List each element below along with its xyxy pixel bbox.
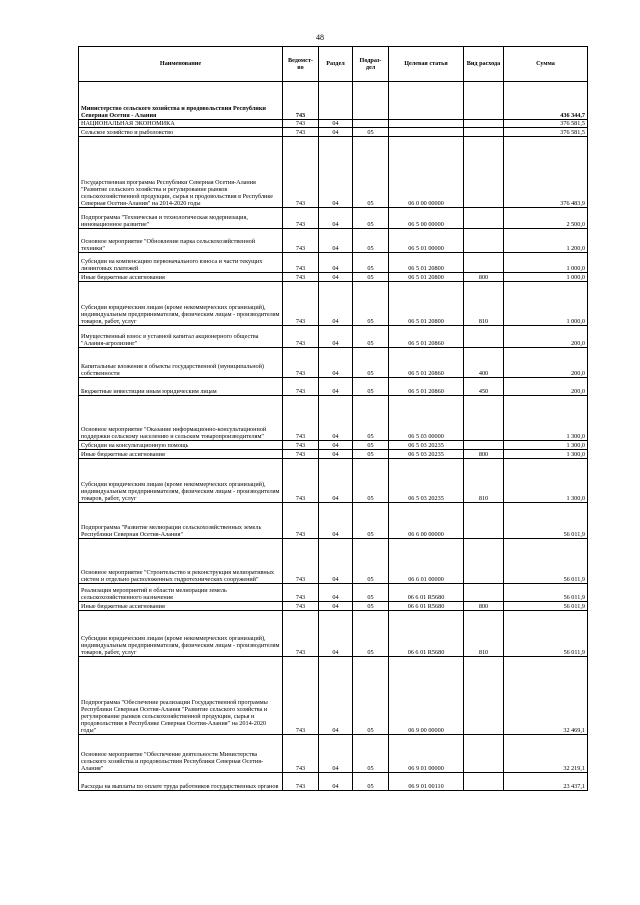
table-row <box>79 82 588 120</box>
cell-summa: 376 581,5 <box>504 120 588 128</box>
cell-celevaya: 06 5 01 20800 <box>389 282 464 326</box>
cell-vedom: 743 <box>283 584 319 602</box>
cell-vedom: 743 <box>283 503 319 539</box>
header-vedom: Ведомст-во <box>283 47 319 82</box>
header-name: Наименование <box>79 47 283 82</box>
header-razdel: Раздел <box>319 47 353 82</box>
cell-vid: 800 <box>464 450 504 459</box>
cell-razdel: 04 <box>319 539 353 584</box>
cell-vedom: 743 <box>283 229 319 253</box>
cell-podrazdel: 05 <box>353 657 389 735</box>
cell-vid <box>464 441 504 450</box>
cell-celevaya: 06 6 00 00000 <box>389 503 464 539</box>
cell-name: Реализация мероприятий в области мелиорации земель сельскохозяйственного назначения <box>79 584 283 602</box>
cell-summa: 1 300,0 <box>504 459 588 503</box>
header-podrazdel: Подраз-дел <box>353 47 389 82</box>
cell-name: Основное мероприятие "Обеспечение деятельности Министерства сельского хозяйства и продовольствия Республики Северная Осетия-Алания" <box>79 735 283 773</box>
cell-celevaya: 06 6 01 R5680 <box>389 602 464 611</box>
cell-razdel: 04 <box>319 584 353 602</box>
cell-podrazdel: 05 <box>353 584 389 602</box>
cell-vid <box>464 137 504 208</box>
cell-razdel: 04 <box>319 120 353 128</box>
cell-name: Министерство сельского хозяйства и продовольствия Республики Северная Осетия - Алания <box>79 82 283 120</box>
cell-celevaya: 06 9 01 00110 <box>389 773 464 791</box>
cell-vedom: 743 <box>283 273 319 282</box>
cell-summa: 376 483,9 <box>504 137 588 208</box>
cell-name: Сельское хозяйство и рыболовство <box>79 128 283 137</box>
cell-celevaya: 06 6 01 R5680 <box>389 584 464 602</box>
cell-podrazdel: 05 <box>353 441 389 450</box>
cell-celevaya: 06 5 03 20235 <box>389 441 464 450</box>
cell-name: Подпрограмма "Техническая и технологическая модернизация, инновационное развитие" <box>79 208 283 229</box>
table-row <box>79 396 588 441</box>
page-number: 48 <box>316 33 324 42</box>
cell-summa: 436 344,7 <box>504 82 588 120</box>
cell-name: Субсидии на компенсацию первоначального взноса и части текущих лизинговых платежей <box>79 253 283 273</box>
cell-celevaya: 06 5 01 20860 <box>389 378 464 396</box>
cell-podrazdel <box>353 120 389 128</box>
table-row <box>79 602 588 611</box>
cell-vedom: 743 <box>283 208 319 229</box>
cell-summa: 200,0 <box>504 326 588 348</box>
cell-vedom: 743 <box>283 611 319 657</box>
cell-razdel: 04 <box>319 735 353 773</box>
cell-razdel: 04 <box>319 503 353 539</box>
table-row <box>79 459 588 503</box>
table-row <box>79 282 588 326</box>
cell-celevaya: 06 9 00 00000 <box>389 657 464 735</box>
cell-summa: 1 300,0 <box>504 396 588 441</box>
table-row <box>79 229 588 253</box>
cell-celevaya: 06 5 03 20235 <box>389 459 464 503</box>
cell-razdel: 04 <box>319 137 353 208</box>
cell-vedom: 743 <box>283 459 319 503</box>
cell-razdel: 04 <box>319 441 353 450</box>
cell-podrazdel: 05 <box>353 208 389 229</box>
cell-celevaya: 06 9 01 00000 <box>389 735 464 773</box>
cell-vid <box>464 503 504 539</box>
cell-vid: 800 <box>464 602 504 611</box>
cell-podrazdel: 05 <box>353 326 389 348</box>
table-row <box>79 253 588 273</box>
cell-summa: 200,0 <box>504 348 588 378</box>
table-body <box>79 82 588 791</box>
cell-vedom: 743 <box>283 253 319 273</box>
cell-vid: 450 <box>464 378 504 396</box>
cell-summa: 32 469,1 <box>504 657 588 735</box>
table-row <box>79 128 588 137</box>
cell-name: Государственная программа Республики Северная Осетия-Алания "Развитие сельского хозяйства и регулирование рынков сельскохозяйственной продукции, сырья и продовольствия в Республике Северная Осетия-Алания" на 2014-2020 годы <box>79 137 283 208</box>
table-row <box>79 208 588 229</box>
cell-summa: 32 219,1 <box>504 735 588 773</box>
cell-podrazdel: 05 <box>353 137 389 208</box>
table-row <box>79 450 588 459</box>
cell-summa: 56 011,9 <box>504 602 588 611</box>
cell-podrazdel: 05 <box>353 459 389 503</box>
cell-vid <box>464 539 504 584</box>
cell-vid: 800 <box>464 273 504 282</box>
cell-vid: 400 <box>464 348 504 378</box>
cell-vedom: 743 <box>283 441 319 450</box>
cell-podrazdel: 05 <box>353 282 389 326</box>
cell-podrazdel: 05 <box>353 735 389 773</box>
table-row <box>79 539 588 584</box>
cell-summa: 2 500,0 <box>504 208 588 229</box>
cell-celevaya: 06 6 01 00000 <box>389 539 464 584</box>
cell-razdel: 04 <box>319 128 353 137</box>
table-row <box>79 120 588 128</box>
cell-vid: 810 <box>464 459 504 503</box>
cell-vedom: 743 <box>283 396 319 441</box>
cell-vedom: 743 <box>283 735 319 773</box>
cell-name: Субсидии юридическим лицам (кроме некоммерческих организаций), индивидуальным предпринимателям, физическим лицам - производителям товаров, работ, услуг <box>79 459 283 503</box>
cell-name: Иные бюджетные ассигнования <box>79 273 283 282</box>
cell-vedom: 743 <box>283 450 319 459</box>
cell-celevaya: 06 5 01 20860 <box>389 348 464 378</box>
cell-celevaya: 06 5 03 20235 <box>389 450 464 459</box>
cell-podrazdel: 05 <box>353 611 389 657</box>
cell-vid <box>464 120 504 128</box>
cell-vedom: 743 <box>283 282 319 326</box>
cell-summa: 1 000,0 <box>504 253 588 273</box>
cell-name: Имущественный взнос в уставной капитал акционерного общества "Алания-агролизинг" <box>79 326 283 348</box>
cell-razdel: 04 <box>319 208 353 229</box>
cell-vid <box>464 657 504 735</box>
cell-name: Основное мероприятие "Обновление парка сельскохозяйственной техники" <box>79 229 283 253</box>
cell-vedom: 743 <box>283 326 319 348</box>
cell-vid <box>464 396 504 441</box>
cell-celevaya: 06 0 00 00000 <box>389 137 464 208</box>
cell-razdel: 04 <box>319 378 353 396</box>
cell-razdel: 04 <box>319 657 353 735</box>
budget-table <box>78 46 588 791</box>
cell-celevaya: 06 5 00 00000 <box>389 208 464 229</box>
cell-vedom: 743 <box>283 82 319 120</box>
header-summa: Сумма <box>504 47 588 82</box>
cell-razdel: 04 <box>319 396 353 441</box>
cell-name: Бюджетные инвестиции иным юридическим лицам <box>79 378 283 396</box>
table-row <box>79 348 588 378</box>
cell-vedom: 743 <box>283 128 319 137</box>
cell-summa: 56 011,9 <box>504 584 588 602</box>
cell-razdel: 04 <box>319 273 353 282</box>
cell-summa: 1 200,0 <box>504 229 588 253</box>
cell-name: НАЦИОНАЛЬНАЯ ЭКОНОМИКА <box>79 120 283 128</box>
cell-summa: 1 300,0 <box>504 450 588 459</box>
cell-name: Капитальные вложения в объекты государственной (муниципальной) собственности <box>79 348 283 378</box>
cell-name: Субсидии юридическим лицам (кроме некоммерческих организаций), индивидуальным предпринимателям, физическим лицам - производителям товаров, работ, услуг <box>79 611 283 657</box>
table-row <box>79 503 588 539</box>
cell-summa: 1 000,0 <box>504 282 588 326</box>
cell-vid <box>464 773 504 791</box>
cell-vedom: 743 <box>283 378 319 396</box>
table-row <box>79 441 588 450</box>
cell-razdel: 04 <box>319 229 353 253</box>
cell-vedom: 743 <box>283 120 319 128</box>
cell-summa: 56 011,9 <box>504 611 588 657</box>
cell-celevaya <box>389 120 464 128</box>
cell-celevaya <box>389 128 464 137</box>
cell-vid <box>464 229 504 253</box>
cell-name: Подпрограмма "Развитие мелиорации сельскохозяйственных земель Республики Северная Осетия-Алания" <box>79 503 283 539</box>
table-row <box>79 773 588 791</box>
cell-vid <box>464 82 504 120</box>
cell-summa: 376 581,5 <box>504 128 588 137</box>
cell-summa: 23 437,1 <box>504 773 588 791</box>
table-header-row <box>79 47 588 82</box>
cell-razdel: 04 <box>319 348 353 378</box>
cell-podrazdel: 05 <box>353 773 389 791</box>
table-row <box>79 735 588 773</box>
table-row <box>79 137 588 208</box>
cell-vid <box>464 128 504 137</box>
cell-vid <box>464 208 504 229</box>
cell-summa: 1 300,0 <box>504 441 588 450</box>
cell-vid: 810 <box>464 282 504 326</box>
cell-vid <box>464 253 504 273</box>
cell-podrazdel: 05 <box>353 273 389 282</box>
cell-summa: 200,0 <box>504 378 588 396</box>
cell-celevaya <box>389 82 464 120</box>
cell-name: Иные бюджетные ассигнования <box>79 450 283 459</box>
cell-vedom: 743 <box>283 657 319 735</box>
cell-name: Субсидии на консультационную помощь <box>79 441 283 450</box>
cell-razdel: 04 <box>319 611 353 657</box>
cell-podrazdel: 05 <box>353 503 389 539</box>
table-row <box>79 378 588 396</box>
cell-celevaya: 06 5 01 20860 <box>389 326 464 348</box>
cell-name: Расходы на выплаты по оплате труда работников государственных органов <box>79 773 283 791</box>
cell-summa: 1 000,0 <box>504 273 588 282</box>
cell-podrazdel: 05 <box>353 450 389 459</box>
cell-vid <box>464 735 504 773</box>
cell-summa: 56 011,9 <box>504 539 588 584</box>
cell-podrazdel: 05 <box>353 229 389 253</box>
cell-podrazdel: 05 <box>353 128 389 137</box>
table-row <box>79 584 588 602</box>
cell-podrazdel <box>353 82 389 120</box>
cell-vid <box>464 326 504 348</box>
cell-vedom: 743 <box>283 539 319 584</box>
cell-vedom: 743 <box>283 602 319 611</box>
table-row <box>79 273 588 282</box>
cell-razdel: 04 <box>319 450 353 459</box>
cell-vedom: 743 <box>283 348 319 378</box>
cell-vid <box>464 584 504 602</box>
cell-vid: 810 <box>464 611 504 657</box>
cell-podrazdel: 05 <box>353 396 389 441</box>
cell-celevaya: 06 5 01 20800 <box>389 273 464 282</box>
cell-celevaya: 06 6 01 R5680 <box>389 611 464 657</box>
header-celevaya: Целевая статья <box>389 47 464 82</box>
table-row <box>79 611 588 657</box>
cell-celevaya: 06 5 03 00000 <box>389 396 464 441</box>
cell-podrazdel: 05 <box>353 602 389 611</box>
table-row <box>79 326 588 348</box>
cell-razdel: 04 <box>319 459 353 503</box>
cell-podrazdel: 05 <box>353 253 389 273</box>
cell-razdel: 04 <box>319 602 353 611</box>
cell-name: Подпрограмма "Обеспечение реализации Государственной программы Республики Северная Осетия-Алания "Развитие сельского хозяйства и регулирование рынков сельскохозяйственной продукции, сырья и продовольствия в Республике Северная Осетия-Алания" на 2014-2020 годы" <box>79 657 283 735</box>
cell-podrazdel: 05 <box>353 348 389 378</box>
cell-razdel: 04 <box>319 282 353 326</box>
cell-podrazdel: 05 <box>353 378 389 396</box>
cell-razdel <box>319 82 353 120</box>
cell-razdel: 04 <box>319 773 353 791</box>
header-vid: Вид расхода <box>464 47 504 82</box>
cell-name: Основное мероприятие "Строительство и реконструкция мелиоративных систем и отдельно расположенных гидротехнических сооружений" <box>79 539 283 584</box>
cell-celevaya: 06 5 01 20800 <box>389 253 464 273</box>
cell-name: Основное мероприятие "Оказание информационно-консультационной поддержки сельскому населению и сельским товаропроизводителям" <box>79 396 283 441</box>
cell-razdel: 04 <box>319 253 353 273</box>
table-row <box>79 657 588 735</box>
cell-vedom: 743 <box>283 137 319 208</box>
cell-celevaya: 06 5 01 00000 <box>389 229 464 253</box>
cell-summa: 56 011,9 <box>504 503 588 539</box>
cell-razdel: 04 <box>319 326 353 348</box>
cell-name: Иные бюджетные ассигнования <box>79 602 283 611</box>
cell-name: Субсидии юридическим лицам (кроме некоммерческих организаций), индивидуальным предпринимателям, физическим лицам - производителям товаров, работ, услуг <box>79 282 283 326</box>
cell-podrazdel: 05 <box>353 539 389 584</box>
cell-vedom: 743 <box>283 773 319 791</box>
